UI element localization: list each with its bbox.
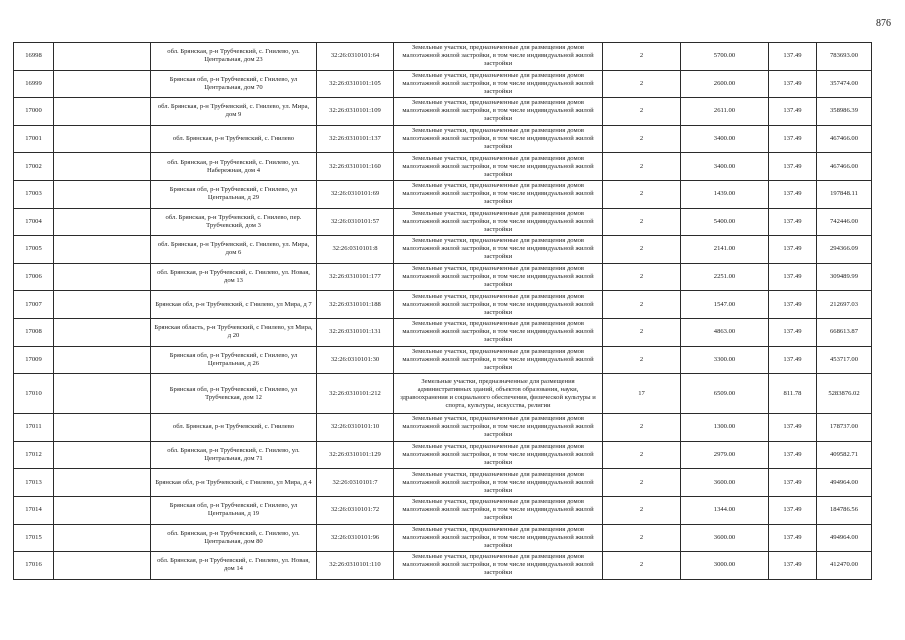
- cell-gap: [54, 441, 151, 469]
- cell-cadastral-value: 467466.00: [817, 125, 872, 153]
- cell-cadastral-value: 309489.99: [817, 263, 872, 291]
- table-body: [14, 43, 872, 580]
- cell-rate: 137.49: [769, 346, 817, 374]
- cell-rate: 137.49: [769, 43, 817, 71]
- cell-area: 1439.00: [681, 180, 769, 208]
- table-row: [14, 524, 872, 552]
- cell-land-use: Земельные участки, предназначенные для размещения домов малоэтажной жилой застройки, в том числе индивидуальной жилой застройки: [394, 43, 603, 71]
- cell-number: 17010: [14, 374, 54, 414]
- cell-land-use: Земельные участки, предназначенные для размещения домов малоэтажной жилой застройки, в том числе индивидуальной жилой застройки: [394, 125, 603, 153]
- cell-land-use: Земельные участки, предназначенные для размещения домов малоэтажной жилой застройки, в том числе индивидуальной жилой застройки: [394, 414, 603, 442]
- table-row: [14, 263, 872, 291]
- cell-group: 2: [603, 346, 681, 374]
- cell-rate: 137.49: [769, 70, 817, 98]
- cell-cadastral-number: 32:26:0310101:72: [317, 496, 394, 524]
- cell-group: 2: [603, 441, 681, 469]
- cell-address: обл. Брянская, р-н Трубчевский, с. Гнилево, ул. Мира, дом 6: [151, 236, 317, 264]
- cell-gap: [54, 346, 151, 374]
- cell-area: 3300.00: [681, 346, 769, 374]
- cell-area: 4863.00: [681, 318, 769, 346]
- cell-cadastral-value: 742446.00: [817, 208, 872, 236]
- cell-gap: [54, 318, 151, 346]
- cell-cadastral-value: 494964.00: [817, 524, 872, 552]
- cell-cadastral-number: 32:26:0310101:30: [317, 346, 394, 374]
- cell-rate: 137.49: [769, 125, 817, 153]
- cell-area: 5700.00: [681, 43, 769, 71]
- cell-cadastral-value: 358986.39: [817, 98, 872, 126]
- cadastral-value-table: [13, 42, 872, 580]
- cell-cadastral-value: 184786.56: [817, 496, 872, 524]
- table-row: [14, 43, 872, 71]
- table-row: [14, 441, 872, 469]
- table-row: [14, 291, 872, 319]
- cell-number: 16998: [14, 43, 54, 71]
- cell-cadastral-number: 32:26:0310101:160: [317, 153, 394, 181]
- cell-number: 17005: [14, 236, 54, 264]
- cell-land-use: Земельные участки, предназначенные для размещения домов малоэтажной жилой застройки, в том числе индивидуальной жилой застройки: [394, 70, 603, 98]
- table-row: [14, 414, 872, 442]
- cell-cadastral-number: 32:26:0310101:131: [317, 318, 394, 346]
- cell-gap: [54, 70, 151, 98]
- cell-land-use: Земельные участки, предназначенные для размещения домов малоэтажной жилой застройки, в том числе индивидуальной жилой застройки: [394, 263, 603, 291]
- cell-cadastral-value: 294366.09: [817, 236, 872, 264]
- cell-rate: 811.78: [769, 374, 817, 414]
- cell-cadastral-number: 32:26:0310101:105: [317, 70, 394, 98]
- cell-group: 2: [603, 291, 681, 319]
- cell-address: Брянская обл, р-н Трубчевский, с Гнилево, ул Центральная, д 29: [151, 180, 317, 208]
- cell-address: обл. Брянская, р-н Трубчевский, с. Гнилево, ул. Центральная, дом 80: [151, 524, 317, 552]
- cell-address: обл. Брянская, р-н Трубчевский, с. Гнилево, ул. Центральная, дом 71: [151, 441, 317, 469]
- cell-address: обл. Брянская, р-н Трубчевский, с. Гнилево, ул. Новая, дом 14: [151, 552, 317, 580]
- cell-land-use: Земельные участки, предназначенные для размещения домов малоэтажной жилой застройки, в том числе индивидуальной жилой застройки: [394, 153, 603, 181]
- cell-number: 17016: [14, 552, 54, 580]
- cell-group: 2: [603, 70, 681, 98]
- cell-number: 17008: [14, 318, 54, 346]
- cell-cadastral-value: 357474.00: [817, 70, 872, 98]
- cell-area: 6509.00: [681, 374, 769, 414]
- cell-address: Брянская область, р-н Трубчевский, с Гнилево, ул Мира, д 20: [151, 318, 317, 346]
- cell-address: обл. Брянская, р-н Трубчевский, с. Гнилево: [151, 125, 317, 153]
- cell-cadastral-value: 178737.00: [817, 414, 872, 442]
- cell-gap: [54, 153, 151, 181]
- cell-area: 3400.00: [681, 153, 769, 181]
- cell-address: Брянская обл, р-н Трубчевский, с Гнилево, ул Центральная, д 19: [151, 496, 317, 524]
- cell-group: 17: [603, 374, 681, 414]
- cell-cadastral-number: 32:26:0310101:96: [317, 524, 394, 552]
- cell-cadastral-value: 668613.87: [817, 318, 872, 346]
- cell-address: обл. Брянская, р-н Трубчевский, с. Гнилево, ул. Набережная, дом 4: [151, 153, 317, 181]
- cell-number: 17002: [14, 153, 54, 181]
- cell-address: Брянская обл, р-н Трубчевский, с Гнилево, ул Центральная, дом 70: [151, 70, 317, 98]
- cell-address: обл. Брянская, р-н Трубчевский, с. Гнилево, ул. Мира, дом 9: [151, 98, 317, 126]
- table-row: [14, 208, 872, 236]
- cell-cadastral-number: 32:26:0310101:129: [317, 441, 394, 469]
- cell-address: обл. Брянская, р-н Трубчевский, с. Гнилево, ул. Новая, дом 13: [151, 263, 317, 291]
- cell-area: 1300.00: [681, 414, 769, 442]
- cell-gap: [54, 236, 151, 264]
- cell-cadastral-number: 32:26:0310101:110: [317, 552, 394, 580]
- cell-gap: [54, 469, 151, 497]
- cell-cadastral-number: 32:26:0310101:10: [317, 414, 394, 442]
- cell-cadastral-number: 32:26:0310101:69: [317, 180, 394, 208]
- cell-rate: 137.49: [769, 236, 817, 264]
- cell-cadastral-number: 32:26:0310101:212: [317, 374, 394, 414]
- cell-cadastral-value: 494964.00: [817, 469, 872, 497]
- cell-address: Брянская обл, р-н Трубчевский, с Гнилево, ул Мира, д 7: [151, 291, 317, 319]
- cell-gap: [54, 374, 151, 414]
- cell-group: 2: [603, 414, 681, 442]
- cell-number: 17012: [14, 441, 54, 469]
- cell-cadastral-number: 32:26:0310101:177: [317, 263, 394, 291]
- table-row: [14, 236, 872, 264]
- cell-address: Брянская обл, р-н Трубчевский, с Гнилево, ул Центральная, д 26: [151, 346, 317, 374]
- cell-gap: [54, 524, 151, 552]
- table-row: [14, 98, 872, 126]
- cell-number: 17006: [14, 263, 54, 291]
- cell-number: 17011: [14, 414, 54, 442]
- cell-land-use: Земельные участки, предназначенные для размещения домов малоэтажной жилой застройки, в том числе индивидуальной жилой застройки: [394, 496, 603, 524]
- cell-area: 2141.00: [681, 236, 769, 264]
- cell-rate: 137.49: [769, 153, 817, 181]
- cell-land-use: Земельные участки, предназначенные для размещения домов малоэтажной жилой застройки, в том числе индивидуальной жилой застройки: [394, 98, 603, 126]
- cell-group: 2: [603, 469, 681, 497]
- cell-address: Брянская обл, р-н Трубчевский, с Гнилево, ул Трубчевская, дом 12: [151, 374, 317, 414]
- cell-land-use: Земельные участки, предназначенные для размещения домов малоэтажной жилой застройки, в том числе индивидуальной жилой застройки: [394, 236, 603, 264]
- cell-rate: 137.49: [769, 552, 817, 580]
- cell-address: обл. Брянская, р-н Трубчевский, с. Гнилево, пер. Трубчевский, дом 3: [151, 208, 317, 236]
- cell-rate: 137.49: [769, 263, 817, 291]
- cell-rate: 137.49: [769, 496, 817, 524]
- cell-land-use: Земельные участки, предназначенные для размещения домов малоэтажной жилой застройки, в том числе индивидуальной жилой застройки: [394, 524, 603, 552]
- cell-cadastral-value: 467466.00: [817, 153, 872, 181]
- cell-land-use: Земельные участки, предназначенные для размещения домов малоэтажной жилой застройки, в том числе индивидуальной жилой застройки: [394, 552, 603, 580]
- cell-cadastral-number: 32:26:0310101:57: [317, 208, 394, 236]
- table-row: [14, 346, 872, 374]
- table-row: [14, 125, 872, 153]
- cell-gap: [54, 552, 151, 580]
- cell-rate: 137.49: [769, 469, 817, 497]
- cell-land-use: Земельные участки, предназначенные для размещения домов малоэтажной жилой застройки, в том числе индивидуальной жилой застройки: [394, 469, 603, 497]
- cell-number: 17004: [14, 208, 54, 236]
- cell-group: 2: [603, 125, 681, 153]
- cell-number: 17009: [14, 346, 54, 374]
- cell-group: 2: [603, 180, 681, 208]
- table-row: [14, 374, 872, 414]
- cell-rate: 137.49: [769, 524, 817, 552]
- cell-group: 2: [603, 98, 681, 126]
- cell-cadastral-number: 32:26:0310101:109: [317, 98, 394, 126]
- cell-gap: [54, 98, 151, 126]
- cell-area: 3600.00: [681, 469, 769, 497]
- cell-rate: 137.49: [769, 441, 817, 469]
- cell-area: 2600.00: [681, 70, 769, 98]
- cell-group: 2: [603, 208, 681, 236]
- cell-cadastral-value: 197848.11: [817, 180, 872, 208]
- cell-cadastral-value: 453717.00: [817, 346, 872, 374]
- cell-land-use: Земельные участки, предназначенные для размещения административных зданий, объектов образования, науки, здравоохранения и социального обеспечения, физической культуры и спорта, культуры, искусства, религии: [394, 374, 603, 414]
- cell-cadastral-value: 783693.00: [817, 43, 872, 71]
- cell-gap: [54, 291, 151, 319]
- cell-number: 17003: [14, 180, 54, 208]
- cell-group: 2: [603, 524, 681, 552]
- cell-cadastral-value: 5283876.02: [817, 374, 872, 414]
- cell-number: 17015: [14, 524, 54, 552]
- cell-number: 17001: [14, 125, 54, 153]
- cell-cadastral-value: 409582.71: [817, 441, 872, 469]
- cell-area: 2979.00: [681, 441, 769, 469]
- cell-gap: [54, 43, 151, 71]
- cell-group: 2: [603, 263, 681, 291]
- cell-land-use: Земельные участки, предназначенные для размещения домов малоэтажной жилой застройки, в том числе индивидуальной жилой застройки: [394, 291, 603, 319]
- cell-area: 2251.00: [681, 263, 769, 291]
- cell-group: 2: [603, 318, 681, 346]
- cell-cadastral-number: 32:26:0310101:137: [317, 125, 394, 153]
- cell-gap: [54, 125, 151, 153]
- cell-cadastral-number: 32:26:0310101:64: [317, 43, 394, 71]
- cell-address: обл. Брянская, р-н Трубчевский, с. Гнилево: [151, 414, 317, 442]
- cell-rate: 137.49: [769, 180, 817, 208]
- cell-rate: 137.49: [769, 98, 817, 126]
- cell-rate: 137.49: [769, 414, 817, 442]
- table-row: [14, 180, 872, 208]
- cell-rate: 137.49: [769, 208, 817, 236]
- cell-area: 5400.00: [681, 208, 769, 236]
- cell-number: 17013: [14, 469, 54, 497]
- cell-cadastral-number: 32:26:0310101:7: [317, 469, 394, 497]
- cell-number: 17007: [14, 291, 54, 319]
- cell-cadastral-value: 412470.00: [817, 552, 872, 580]
- cell-group: 2: [603, 153, 681, 181]
- cell-area: 2611.00: [681, 98, 769, 126]
- cell-gap: [54, 414, 151, 442]
- cell-number: 17014: [14, 496, 54, 524]
- cell-number: 17000: [14, 98, 54, 126]
- cell-area: 1344.00: [681, 496, 769, 524]
- page-number: 876: [876, 18, 891, 29]
- table-row: [14, 496, 872, 524]
- cell-group: 2: [603, 552, 681, 580]
- cell-land-use: Земельные участки, предназначенные для размещения домов малоэтажной жилой застройки, в том числе индивидуальной жилой застройки: [394, 208, 603, 236]
- cell-area: 3600.00: [681, 524, 769, 552]
- table-row: [14, 552, 872, 580]
- cell-area: 1547.00: [681, 291, 769, 319]
- cell-gap: [54, 208, 151, 236]
- cell-number: 16999: [14, 70, 54, 98]
- cell-rate: 137.49: [769, 291, 817, 319]
- cell-address: обл. Брянская, р-н Трубчевский, с. Гнилево, ул. Центральная, дом 23: [151, 43, 317, 71]
- cell-cadastral-value: 212697.03: [817, 291, 872, 319]
- cell-group: 2: [603, 236, 681, 264]
- cell-rate: 137.49: [769, 318, 817, 346]
- cell-area: 3400.00: [681, 125, 769, 153]
- cell-cadastral-number: 32:26:0310101:8: [317, 236, 394, 264]
- cell-land-use: Земельные участки, предназначенные для размещения домов малоэтажной жилой застройки, в том числе индивидуальной жилой застройки: [394, 180, 603, 208]
- table-row: [14, 469, 872, 497]
- cell-area: 3000.00: [681, 552, 769, 580]
- cell-group: 2: [603, 496, 681, 524]
- table-row: [14, 70, 872, 98]
- cell-cadastral-number: 32:26:0310101:188: [317, 291, 394, 319]
- cell-gap: [54, 496, 151, 524]
- cell-address: Брянская обл, р-н Трубчевский, с Гнилево, ул Мира, д 4: [151, 469, 317, 497]
- cell-land-use: Земельные участки, предназначенные для размещения домов малоэтажной жилой застройки, в том числе индивидуальной жилой застройки: [394, 441, 603, 469]
- cell-land-use: Земельные участки, предназначенные для размещения домов малоэтажной жилой застройки, в том числе индивидуальной жилой застройки: [394, 318, 603, 346]
- cell-gap: [54, 263, 151, 291]
- cell-land-use: Земельные участки, предназначенные для размещения домов малоэтажной жилой застройки, в том числе индивидуальной жилой застройки: [394, 346, 603, 374]
- cell-group: 2: [603, 43, 681, 71]
- table-row: [14, 153, 872, 181]
- table-row: [14, 318, 872, 346]
- cell-gap: [54, 180, 151, 208]
